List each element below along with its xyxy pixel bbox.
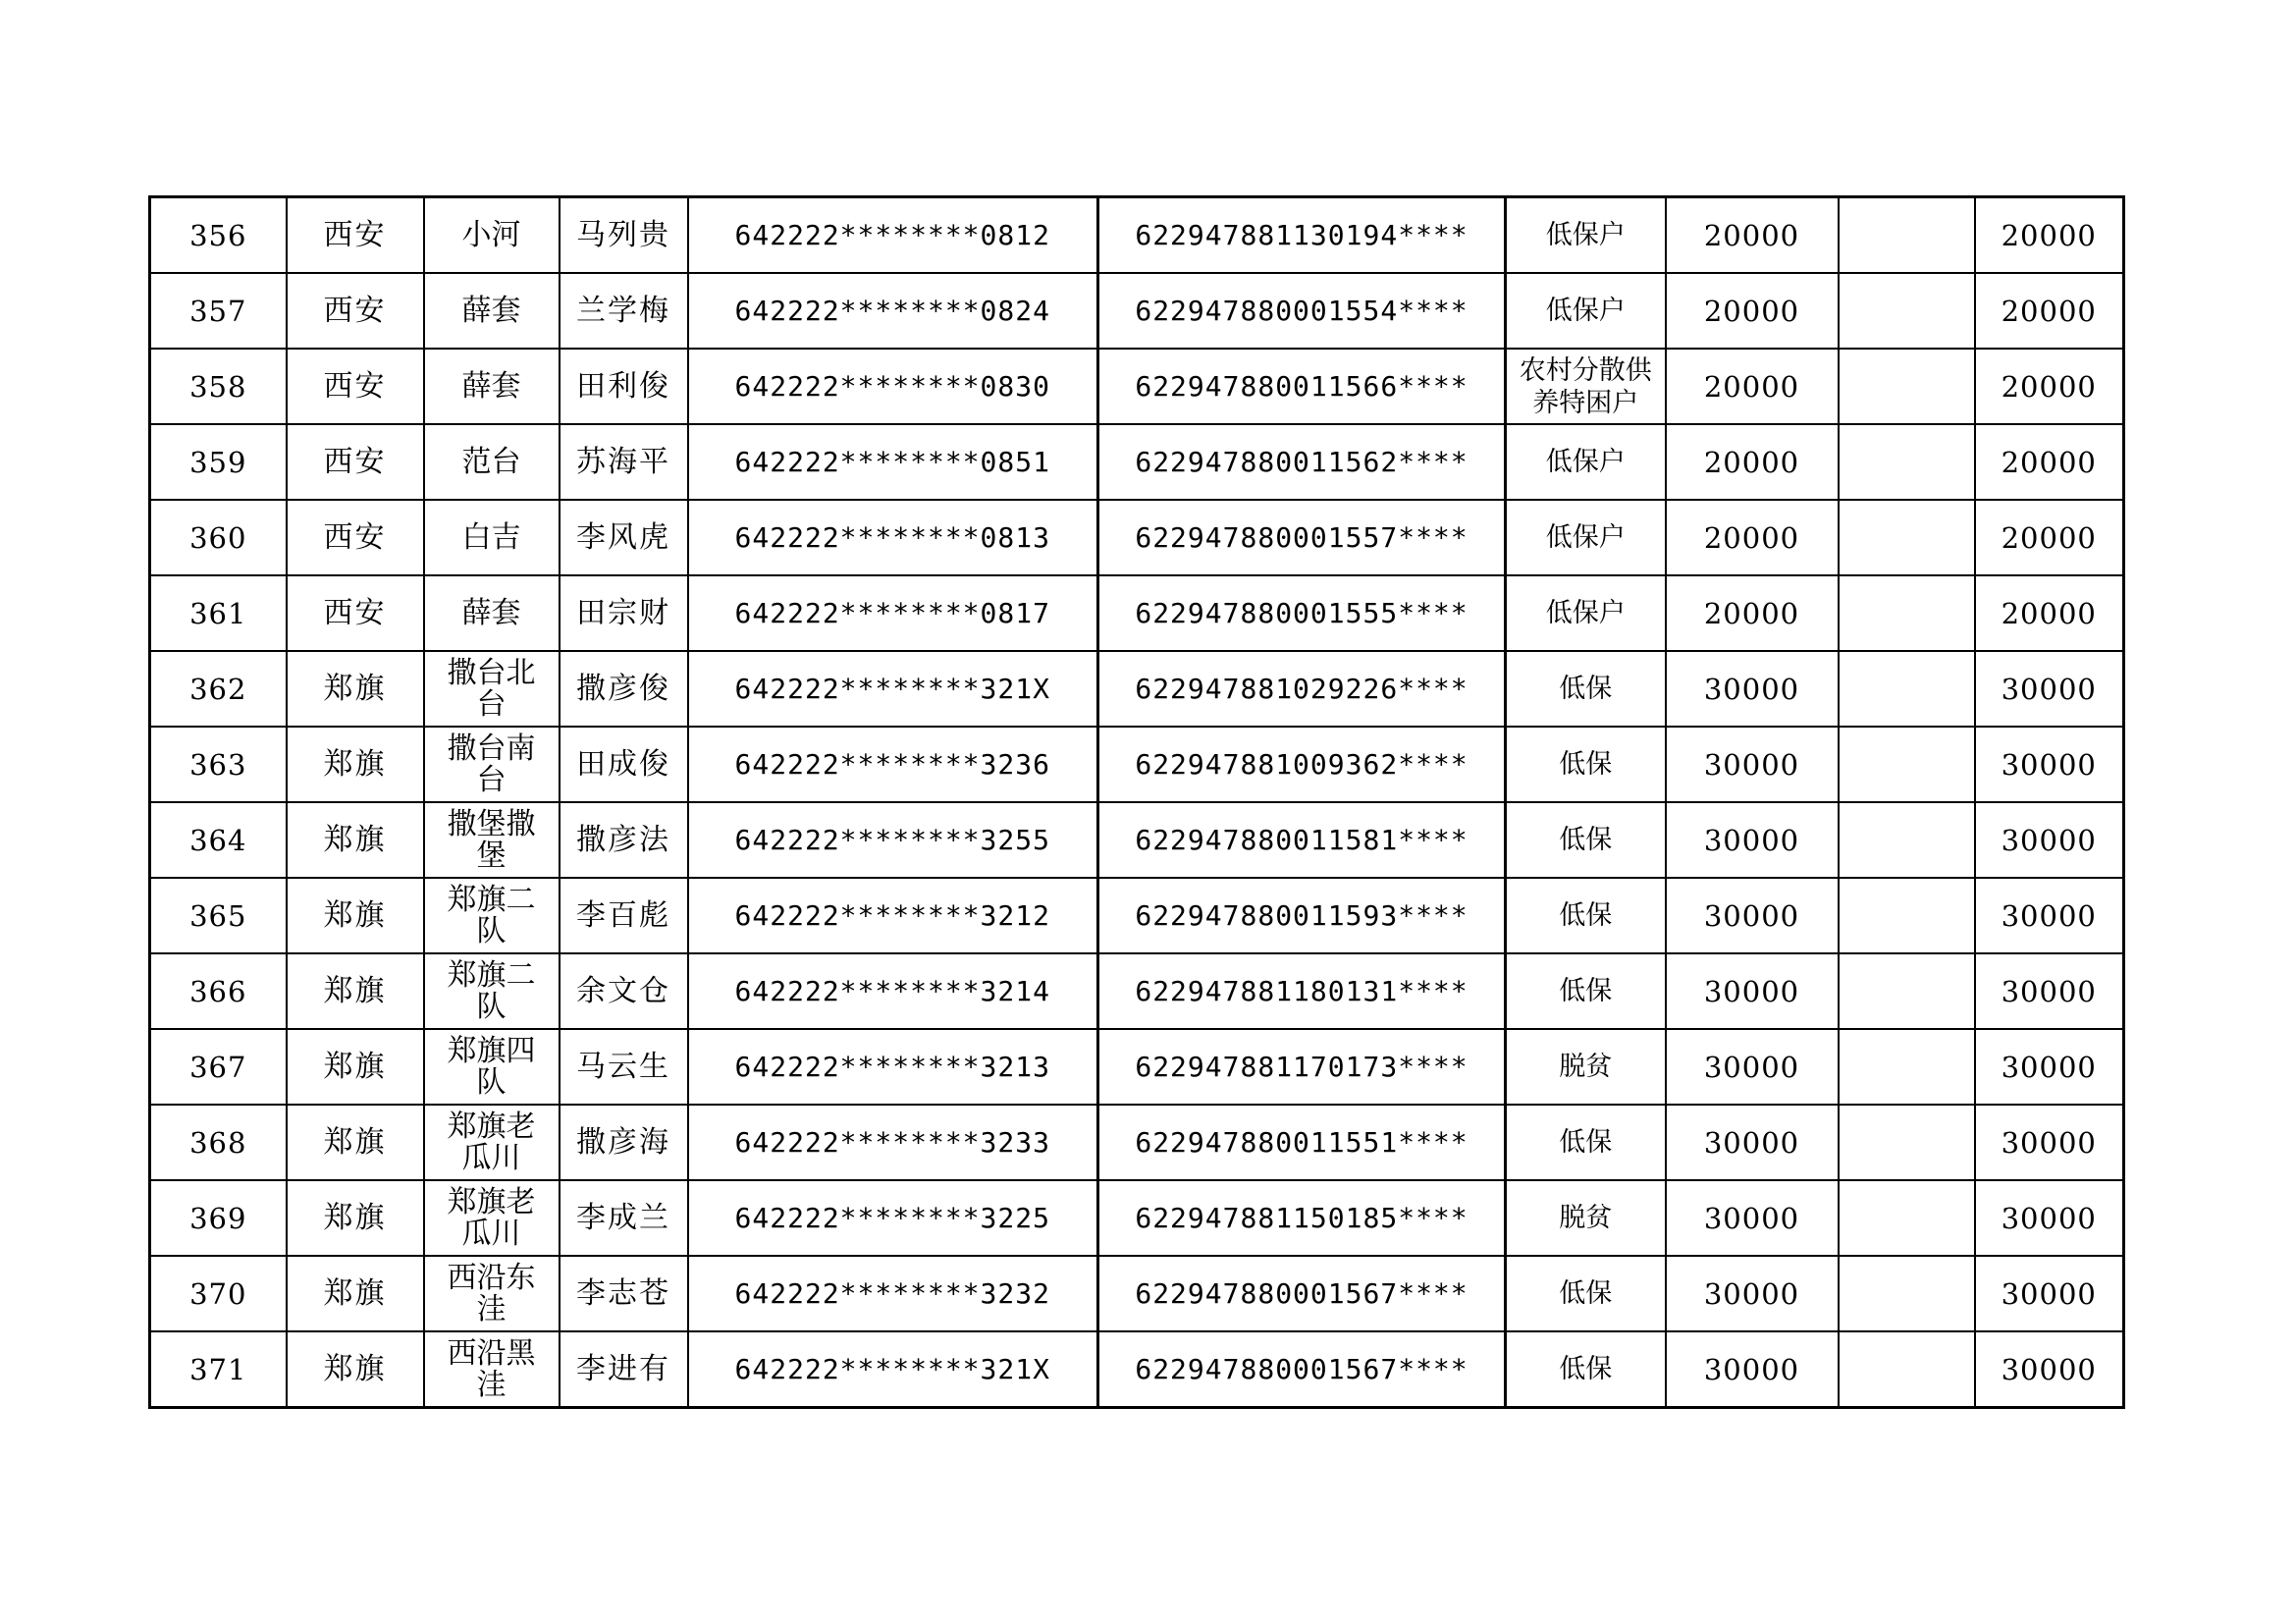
cell-blank	[1839, 500, 1975, 575]
cell-town: 西安	[287, 500, 424, 575]
cell-blank	[1839, 424, 1975, 500]
cell-account-number: 622947880011562****	[1098, 424, 1506, 500]
cell-household-type: 低保户	[1506, 575, 1666, 651]
cell-village: 薛套	[424, 349, 560, 424]
cell-account-number: 622947881130194****	[1098, 197, 1506, 274]
cell-amount: 20000	[1666, 500, 1839, 575]
cell-number: 359	[150, 424, 287, 500]
cell-account-number: 622947880011593****	[1098, 878, 1506, 953]
cell-blank	[1839, 1331, 1975, 1408]
table-row	[150, 1029, 2124, 1105]
cell-name: 兰学梅	[560, 273, 688, 349]
cell-number: 371	[150, 1331, 287, 1408]
cell-blank	[1839, 575, 1975, 651]
cell-account-number: 622947880011551****	[1098, 1105, 1506, 1180]
cell-name: 李风虎	[560, 500, 688, 575]
cell-name: 田宗财	[560, 575, 688, 651]
cell-account-number: 622947881150185****	[1098, 1180, 1506, 1256]
cell-name: 田成俊	[560, 727, 688, 802]
cell-blank	[1839, 1256, 1975, 1331]
cell-account-number: 622947880001554****	[1098, 273, 1506, 349]
cell-number: 356	[150, 197, 287, 274]
cell-town: 西安	[287, 197, 424, 274]
cell-account-number: 622947880001567****	[1098, 1331, 1506, 1408]
cell-amount: 30000	[1666, 878, 1839, 953]
cell-number: 357	[150, 273, 287, 349]
cell-amount: 30000	[1666, 1029, 1839, 1105]
cell-amount: 30000	[1666, 1256, 1839, 1331]
table-row	[150, 1331, 2124, 1408]
table-row	[150, 197, 2124, 274]
cell-amount: 30000	[1666, 651, 1839, 727]
cell-town: 西安	[287, 349, 424, 424]
cell-household-type: 低保户	[1506, 500, 1666, 575]
cell-total: 20000	[1975, 500, 2124, 575]
cell-id-number: 642222********3225	[688, 1180, 1098, 1256]
table-row	[150, 878, 2124, 953]
cell-id-number: 642222********3213	[688, 1029, 1098, 1105]
cell-total: 20000	[1975, 197, 2124, 274]
cell-village: 薛套	[424, 273, 560, 349]
cell-total: 30000	[1975, 878, 2124, 953]
cell-town: 西安	[287, 575, 424, 651]
table-row	[150, 424, 2124, 500]
cell-town: 郑旗	[287, 1331, 424, 1408]
cell-village: 郑旗二队	[424, 878, 560, 953]
cell-town: 郑旗	[287, 1256, 424, 1331]
cell-amount: 20000	[1666, 197, 1839, 274]
cell-name: 李进有	[560, 1331, 688, 1408]
cell-account-number: 622947881029226****	[1098, 651, 1506, 727]
cell-town: 郑旗	[287, 802, 424, 878]
cell-blank	[1839, 1180, 1975, 1256]
cell-amount: 20000	[1666, 349, 1839, 424]
cell-household-type: 低保户	[1506, 197, 1666, 274]
cell-amount: 30000	[1666, 1105, 1839, 1180]
cell-total: 30000	[1975, 651, 2124, 727]
cell-household-type: 脱贫	[1506, 1180, 1666, 1256]
cell-town: 郑旗	[287, 1180, 424, 1256]
cell-account-number: 622947880001567****	[1098, 1256, 1506, 1331]
cell-blank	[1839, 1105, 1975, 1180]
table-row	[150, 727, 2124, 802]
cell-number: 369	[150, 1180, 287, 1256]
cell-number: 368	[150, 1105, 287, 1180]
cell-account-number: 622947880001555****	[1098, 575, 1506, 651]
cell-total: 20000	[1975, 575, 2124, 651]
cell-number: 366	[150, 953, 287, 1029]
cell-id-number: 642222********0817	[688, 575, 1098, 651]
cell-village: 郑旗四队	[424, 1029, 560, 1105]
table-row	[150, 575, 2124, 651]
cell-total: 30000	[1975, 953, 2124, 1029]
cell-number: 358	[150, 349, 287, 424]
cell-name: 撒彦法	[560, 802, 688, 878]
cell-name: 马云生	[560, 1029, 688, 1105]
cell-name: 马列贵	[560, 197, 688, 274]
cell-town: 郑旗	[287, 727, 424, 802]
cell-town: 郑旗	[287, 651, 424, 727]
cell-number: 367	[150, 1029, 287, 1105]
table-row	[150, 349, 2124, 424]
cell-village: 撒台南台	[424, 727, 560, 802]
table-row	[150, 651, 2124, 727]
cell-household-type: 低保	[1506, 727, 1666, 802]
cell-household-type: 低保	[1506, 1105, 1666, 1180]
cell-village: 小河	[424, 197, 560, 274]
cell-account-number: 622947881170173****	[1098, 1029, 1506, 1105]
cell-total: 30000	[1975, 1180, 2124, 1256]
cell-id-number: 642222********3214	[688, 953, 1098, 1029]
cell-id-number: 642222********0812	[688, 197, 1098, 274]
cell-account-number: 622947881180131****	[1098, 953, 1506, 1029]
cell-id-number: 642222********0824	[688, 273, 1098, 349]
cell-blank	[1839, 878, 1975, 953]
cell-amount: 30000	[1666, 802, 1839, 878]
table-row	[150, 1105, 2124, 1180]
cell-total: 30000	[1975, 1331, 2124, 1408]
cell-village: 郑旗二队	[424, 953, 560, 1029]
cell-name: 李百彪	[560, 878, 688, 953]
cell-name: 李成兰	[560, 1180, 688, 1256]
cell-household-type: 农村分散供养特困户	[1506, 349, 1666, 424]
cell-id-number: 642222********3255	[688, 802, 1098, 878]
cell-blank	[1839, 802, 1975, 878]
cell-blank	[1839, 349, 1975, 424]
cell-town: 郑旗	[287, 1029, 424, 1105]
cell-name: 撒彦海	[560, 1105, 688, 1180]
cell-name: 田利俊	[560, 349, 688, 424]
cell-town: 郑旗	[287, 953, 424, 1029]
cell-blank	[1839, 1029, 1975, 1105]
cell-total: 30000	[1975, 802, 2124, 878]
cell-account-number: 622947881009362****	[1098, 727, 1506, 802]
cell-name: 苏海平	[560, 424, 688, 500]
table-row	[150, 500, 2124, 575]
table-row	[150, 1256, 2124, 1331]
cell-number: 363	[150, 727, 287, 802]
cell-blank	[1839, 197, 1975, 274]
cell-total: 30000	[1975, 1029, 2124, 1105]
cell-id-number: 642222********3212	[688, 878, 1098, 953]
cell-household-type: 低保	[1506, 802, 1666, 878]
data-table	[148, 195, 2125, 1409]
cell-amount: 20000	[1666, 575, 1839, 651]
table-row	[150, 802, 2124, 878]
cell-household-type: 脱贫	[1506, 1029, 1666, 1105]
cell-account-number: 622947880001557****	[1098, 500, 1506, 575]
table-row	[150, 273, 2124, 349]
cell-village: 郑旗老瓜川	[424, 1105, 560, 1180]
cell-amount: 30000	[1666, 1180, 1839, 1256]
cell-number: 361	[150, 575, 287, 651]
cell-id-number: 642222********0813	[688, 500, 1098, 575]
cell-household-type: 低保	[1506, 878, 1666, 953]
cell-household-type: 低保户	[1506, 273, 1666, 349]
cell-amount: 30000	[1666, 1331, 1839, 1408]
cell-total: 30000	[1975, 727, 2124, 802]
cell-number: 360	[150, 500, 287, 575]
cell-household-type: 低保户	[1506, 424, 1666, 500]
cell-household-type: 低保	[1506, 1331, 1666, 1408]
cell-amount: 30000	[1666, 727, 1839, 802]
cell-account-number: 622947880011581****	[1098, 802, 1506, 878]
cell-number: 365	[150, 878, 287, 953]
cell-total: 30000	[1975, 1256, 2124, 1331]
cell-total: 20000	[1975, 273, 2124, 349]
cell-total: 20000	[1975, 349, 2124, 424]
cell-amount: 20000	[1666, 424, 1839, 500]
cell-blank	[1839, 273, 1975, 349]
cell-village: 白吉	[424, 500, 560, 575]
cell-town: 西安	[287, 273, 424, 349]
cell-household-type: 低保	[1506, 651, 1666, 727]
cell-id-number: 642222********0851	[688, 424, 1098, 500]
table-row	[150, 1180, 2124, 1256]
cell-village: 郑旗老瓜川	[424, 1180, 560, 1256]
cell-household-type: 低保	[1506, 1256, 1666, 1331]
cell-village: 撒台北台	[424, 651, 560, 727]
cell-id-number: 642222********0830	[688, 349, 1098, 424]
cell-village: 西沿东洼	[424, 1256, 560, 1331]
cell-village: 西沿黑洼	[424, 1331, 560, 1408]
cell-name: 余文仓	[560, 953, 688, 1029]
cell-blank	[1839, 651, 1975, 727]
cell-total: 30000	[1975, 1105, 2124, 1180]
cell-id-number: 642222********321X	[688, 651, 1098, 727]
cell-village: 薛套	[424, 575, 560, 651]
cell-amount: 20000	[1666, 273, 1839, 349]
cell-number: 370	[150, 1256, 287, 1331]
cell-blank	[1839, 953, 1975, 1029]
cell-village: 撒堡撒堡	[424, 802, 560, 878]
cell-town: 郑旗	[287, 1105, 424, 1180]
cell-name: 李志苍	[560, 1256, 688, 1331]
cell-name: 撒彦俊	[560, 651, 688, 727]
table-row	[150, 953, 2124, 1029]
cell-id-number: 642222********321X	[688, 1331, 1098, 1408]
cell-number: 362	[150, 651, 287, 727]
cell-blank	[1839, 727, 1975, 802]
cell-town: 郑旗	[287, 878, 424, 953]
cell-total: 20000	[1975, 424, 2124, 500]
cell-id-number: 642222********3233	[688, 1105, 1098, 1180]
cell-id-number: 642222********3236	[688, 727, 1098, 802]
cell-id-number: 642222********3232	[688, 1256, 1098, 1331]
table-body	[150, 197, 2124, 1408]
cell-village: 范台	[424, 424, 560, 500]
cell-household-type: 低保	[1506, 953, 1666, 1029]
cell-amount: 30000	[1666, 953, 1839, 1029]
cell-account-number: 622947880011566****	[1098, 349, 1506, 424]
cell-town: 西安	[287, 424, 424, 500]
cell-number: 364	[150, 802, 287, 878]
